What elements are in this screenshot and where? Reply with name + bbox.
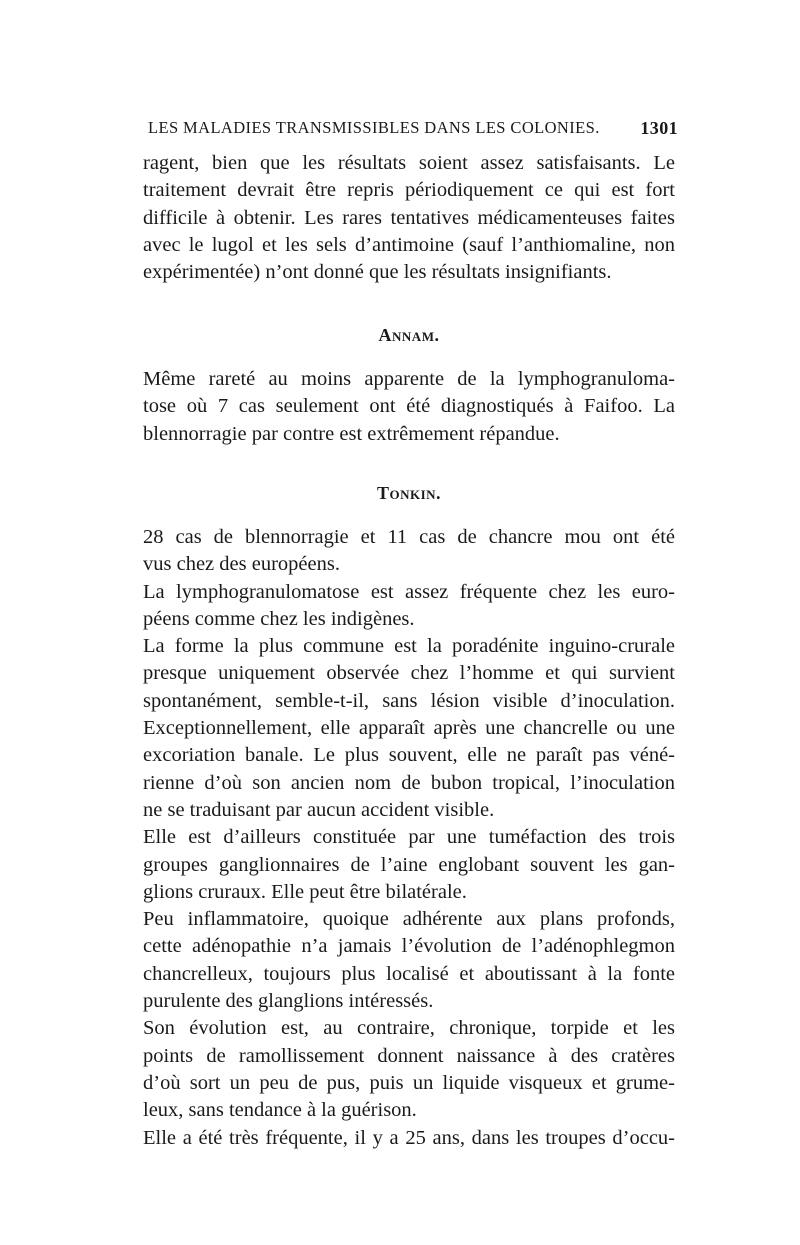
text-line: Exceptionnellement, elle apparaît après une chancrelle ou une (143, 717, 675, 740)
text-line: rienne d’où son ancien nom de bubon tropical, l’inoculation (143, 771, 675, 794)
text-line: presque uniquement observée chez l’homme et qui survient (143, 662, 675, 685)
running-title: LES MALADIES TRANSMISSIBLES DANS LES COLONIES. (148, 118, 600, 137)
text-line: glions cruraux. Elle peut être bilatérale. (143, 880, 467, 903)
text-line: traitement devrait être repris périodiquement ce qui est fort (143, 179, 675, 202)
text-line: Elle a été très fréquente, il y a 25 ans, dans les troupes d’occu- (143, 1126, 675, 1149)
text-line: tose où 7 cas seulement ont été diagnostiqués à Faifoo. La (143, 395, 675, 418)
text-line: chancrelleux, toujours plus localisé et aboutissant à la fonte (143, 962, 675, 985)
text-line: vus chez des européens. (143, 553, 340, 576)
text-line: expérimentée) n’ont donné que les résultats insignifiants. (143, 261, 612, 284)
text-line: excoriation banale. Le plus souvent, elle ne paraît pas véné- (143, 744, 675, 767)
text-line: 28 cas de blennorragie et 11 cas de chancre mou ont été (143, 526, 675, 548)
text-line: ragent, bien que les résultats soient assez satisfaisants. Le (143, 152, 675, 174)
text-line: péens comme chez les indigènes. (143, 607, 415, 630)
text-line: Son évolution est, au contraire, chronique, torpide et les (143, 1017, 675, 1040)
intro-paragraph (143, 150, 675, 286)
annam-paragraph (143, 366, 675, 448)
text-line: Peu inflammatoire, quoique adhérente aux plans profonds, (143, 908, 675, 931)
text-line: d’où sort un peu de pus, puis un liquide visqueux et grume- (143, 1071, 675, 1094)
text-line: cette adénopathie n’a jamais l’évolution de l’adénophlegmon (143, 935, 675, 958)
text-line: La lymphogranulomatose est assez fréquente chez les euro- (143, 580, 675, 603)
text-line: Elle est d’ailleurs constituée par une tuméfaction des trois (143, 826, 675, 849)
page-number: 1301 (640, 118, 678, 138)
running-header (148, 118, 678, 144)
text-line: points de ramollissement donnent naissance à des cratères (143, 1044, 675, 1067)
text-line: ne se traduisant par aucun accident visible. (143, 798, 495, 821)
text-line: spontanément, semble-t-il, sans lésion visible d’inoculation. (143, 689, 675, 712)
tonkin-paragraphs (143, 524, 675, 1152)
text-line: difficile à obtenir. Les rares tentatives médicamenteuses faites (143, 206, 675, 229)
text-line: blennorragie par contre est extrêmement répandue. (143, 422, 560, 445)
text-line: La forme la plus commune est la poradénite inguino-crurale (143, 635, 675, 658)
section-heading-tonkin: Tonkin. (376, 483, 442, 503)
text-line: groupes ganglionnaires de l’aine englobant souvent les gan- (143, 853, 675, 876)
text-line: purulente des glanglions intéressés. (143, 990, 434, 1013)
text-line: Même rareté au moins apparente de la lymphogranuloma- (143, 368, 675, 390)
text-line: leux, sans tendance à la guérison. (143, 1099, 417, 1122)
section-heading-annam: Annam. (378, 325, 440, 345)
text-line: avec le lugol et les sels d’antimoine (sauf l’anthiomaline, non (143, 233, 675, 256)
